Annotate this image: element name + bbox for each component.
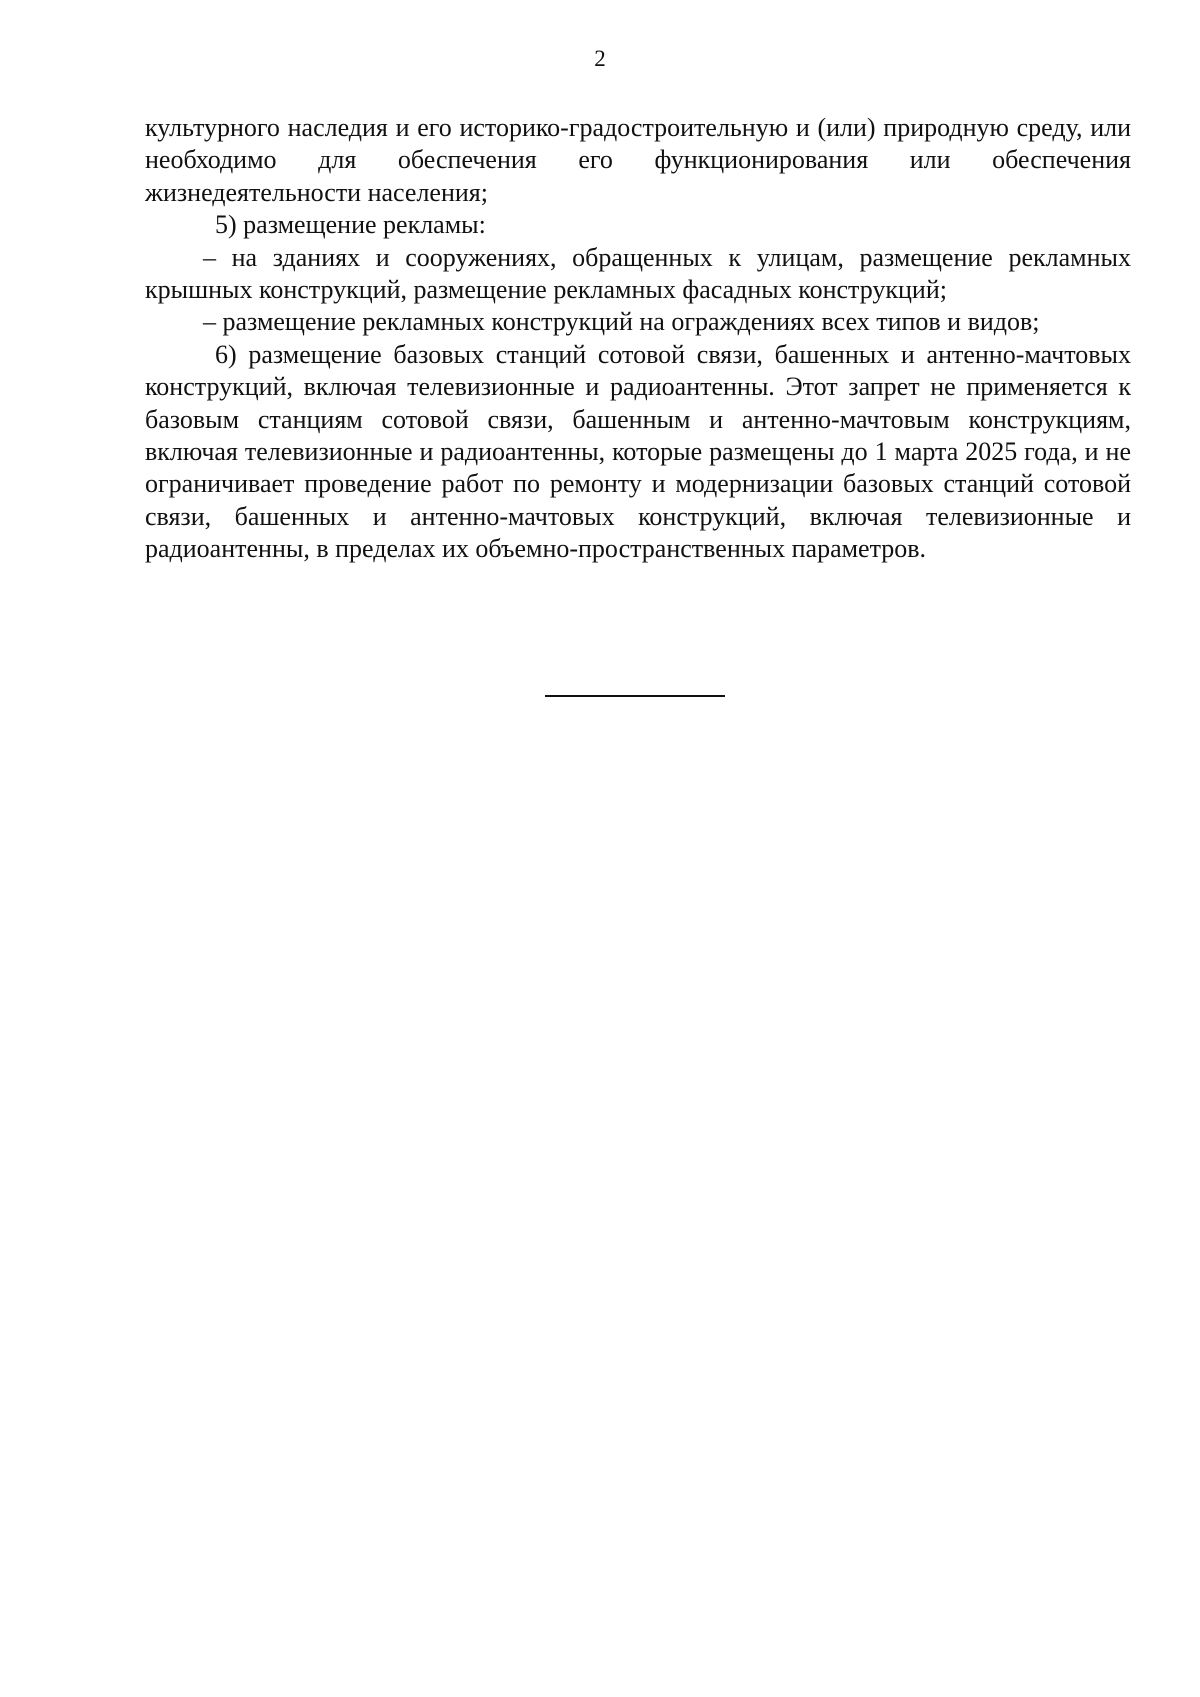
paragraph-item-5: 5) размещение рекламы: [215,210,486,240]
paragraph-dash-buildings: – на зданиях и сооружениях, обращенных к улицам, размещение рекламных крышных конструкций, размещение рекламных фасадных конструкций; [145,242,1131,305]
paragraph-continuation: культурного наследия и его историко-градостроительную и (или) природную среду, или необходимо для обеспечения его функционирования или обеспечения жизнедеятельности населения; [145,113,1131,207]
end-of-text-rule [545,695,725,697]
paragraph-dash-fences: – размещение рекламных конструкций на ограждениях всех типов и видов; [203,307,1040,337]
paragraph-item-6: 6) размещение базовых станций сотовой связи, башенных и антенно-мачтовых конструкций, включая телевизионные и радиоантенны. Этот запрет не применяется к базовым станциям сотовой связи, башенным и антенно-мачтовым конструкциям, включая телевизионные и радиоантенны, которые размещены до 1 марта 2025 года, и не ограничивает проведение работ по ремонту и модернизации базовых станций сотовой связи, башенных и антенно-мачтовых конструкций, включая телевизионные и радиоантенны, в пределах их объемно-пространственных параметров. [145,339,1131,564]
document-body [145,112,1131,566]
page-number: 2 [594,46,606,71]
